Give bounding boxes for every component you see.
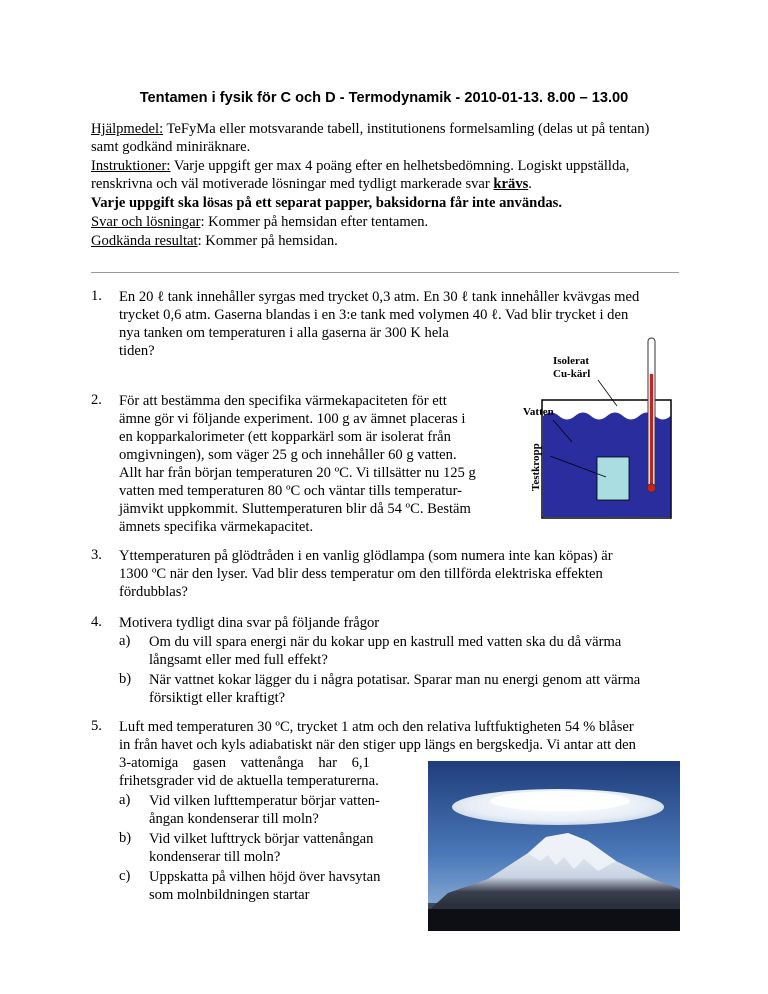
- hjalpmedel-text: TeFyMa eller motsvarande tabell, institutionens formelsamling (delas ut på tentan) samt godkänd miniräknare.: [91, 121, 650, 155]
- q1-line: En 20 ℓ tank innehåller syrgas med trycket 0,3 atm. En 30 ℓ tank innehåller kvävgas med: [119, 289, 640, 305]
- q4b-text: [149, 671, 679, 707]
- q5b-label: b): [119, 830, 132, 846]
- q2-line: omgivningen), som väger 25 g och innehåller 60 g vatten.: [119, 447, 457, 463]
- question-4-text: Motivera tydligt dina svar på följande frågor: [119, 615, 380, 631]
- q5b-line: Vid vilket lufttryck börjar vattenångan: [149, 831, 374, 847]
- q2-line: För att bestämma den specifika värmekapaciteten för ett: [119, 393, 447, 409]
- instruktioner-text: Varje uppgift ger max 4 poäng efter en helhetsbedömning. Logiskt uppställda, renskrivna och väl motiverade lösningar med tydligt markerade svar: [91, 158, 630, 192]
- q5a-text: [149, 792, 419, 828]
- thermometer-bulb: [647, 484, 655, 492]
- instruktioner-label: Instruktioner:: [91, 158, 171, 174]
- q4b-line: försiktigt eller kraftigt?: [149, 690, 286, 706]
- label-isolerat: Isolerat: [553, 355, 590, 367]
- hjalpmedel-label: Hjälpmedel:: [91, 121, 164, 137]
- q5c-line: Uppskatta på vilhen höjd över havsytan: [149, 869, 381, 885]
- q4b-line: När vattnet kokar lägger du i några potatisar. Sparar man nu energi genom att värma: [149, 672, 641, 688]
- q4a-line: Om du vill spara energi när du kokar upp en kastrull med vatten ska du då värma: [149, 634, 622, 650]
- q2-line: jämvikt uppkommit. Sluttemperaturen blir då 54 ºC. Bestäm: [119, 501, 471, 517]
- thermometer-mercury: [650, 374, 653, 486]
- q5-line: Luft med temperaturen 30 ºC, trycket 1 atm och den relativa luftfuktigheten 54 % blåser: [119, 719, 634, 735]
- q2-line: ämne gör vi följande experiment. 100 g av ämnet placeras i: [119, 411, 466, 427]
- q1-line: trycket 0,6 atm. Gaserna blandas i en 3:e tank med volymen 40 ℓ. Vad blir trycket i den: [119, 307, 629, 323]
- test-body: [597, 457, 629, 500]
- q2-line: Allt har från början temperaturen 20 ºC. Vi tillsätter nu 125 g: [119, 465, 476, 481]
- q4b-label: b): [119, 671, 132, 687]
- q5c-text: [149, 868, 419, 904]
- divider: [91, 272, 679, 273]
- kravs-word: krävs: [493, 176, 529, 192]
- calorimeter-figure: [520, 336, 680, 522]
- q4a-label: a): [119, 633, 131, 649]
- svar-text: : Kommer på hemsidan efter tentamen.: [200, 214, 429, 230]
- godkanda-text: : Kommer på hemsidan.: [197, 233, 338, 249]
- q5a-line: ångan kondenserar till moln?: [149, 811, 319, 827]
- cloud-top: [490, 791, 630, 811]
- godkanda-line: [91, 232, 679, 250]
- question-2-number: 2.: [91, 392, 102, 408]
- svar-label: Svar och lösningar: [91, 214, 201, 230]
- mountain-cloud-photo: [428, 761, 680, 931]
- svar-line: [91, 213, 679, 231]
- q5c-line: som molnbildningen startar: [149, 887, 310, 903]
- label-cukarl: Cu-kärl: [553, 368, 591, 380]
- q2-line: vatten med temperaturen 80 ºC och väntar tills temperatur-: [119, 483, 463, 499]
- question-3-text: [119, 547, 679, 601]
- q3-line: Yttemperaturen på glödtråden i en vanlig glödlampa (som numera inte kan köpas) är: [119, 548, 613, 564]
- instruktioner-end: .: [528, 176, 532, 192]
- hjalpmedel-paragraph: [91, 120, 679, 156]
- lake-line: [428, 903, 680, 909]
- page-title: Tentamen i fysik för C och D - Termodynamik - 2010-01-13. 8.00 – 13.00: [139, 90, 629, 106]
- q2-line: en kopparkalorimeter (ett kopparkärl som är isolerat från: [119, 429, 451, 445]
- q4a-text: [149, 633, 679, 669]
- question-1-number: 1.: [91, 288, 102, 304]
- label-vatten: Vatten: [523, 406, 554, 418]
- q5b-line: kondenserar till moln?: [149, 849, 281, 865]
- q5-line: frihetsgrader vid de aktuella temperaturerna.: [119, 773, 379, 789]
- separate-paper-rule: Varje uppgift ska lösas på ett separat papper, baksidorna får inte användas.: [91, 195, 562, 211]
- instruktioner-paragraph: [91, 157, 679, 193]
- question-3-number: 3.: [91, 547, 102, 563]
- q1-line: tiden?: [119, 343, 155, 359]
- q5-line: 3-atomiga gasen vattenånga har 6,1: [119, 755, 370, 771]
- q5a-line: Vid vilken lufttemperatur börjar vatten-: [149, 793, 380, 809]
- q4a-line: långsamt eller med full effekt?: [149, 652, 328, 668]
- q5c-label: c): [119, 868, 131, 884]
- question-5-number: 5.: [91, 718, 102, 734]
- godkanda-label: Godkända resultat: [91, 233, 198, 249]
- q5-line: in från havet och kyls adiabatiskt när den stiger upp längs en bergskedja. Vi antar att den: [119, 737, 636, 753]
- q2-line: ämnets specifika värmekapacitet.: [119, 519, 314, 535]
- q1-line: nya tanken om temperaturen i alla gaserna är 300 K hela: [119, 325, 449, 341]
- foreground-shore: [428, 909, 680, 931]
- question-4-number: 4.: [91, 614, 102, 630]
- label-testkropp: Testkropp: [530, 443, 542, 491]
- q3-line: fördubblas?: [119, 584, 188, 600]
- q3-line: 1300 ºC när den lyser. Vad blir dess temperatur om den tillförda elektriska effekten: [119, 566, 603, 582]
- q5b-text: [149, 830, 419, 866]
- q5a-label: a): [119, 792, 131, 808]
- question-2-text: [119, 392, 509, 536]
